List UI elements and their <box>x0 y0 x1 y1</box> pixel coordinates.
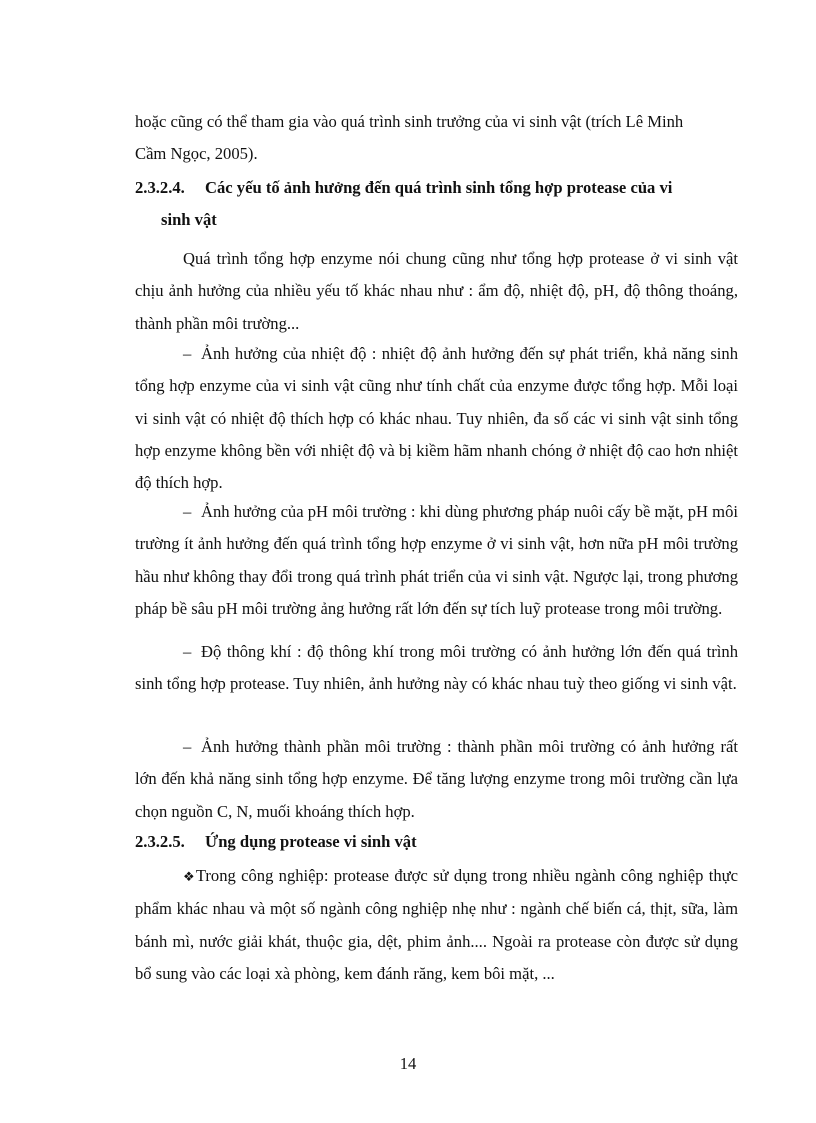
dash-marker: – <box>183 502 192 521</box>
dash-marker: – <box>183 642 192 661</box>
factor-text: Ảnh hưởng của nhiệt độ : nhiệt độ ảnh hưởng đến sự phát triển, khả năng sinh tổng hợp enzyme của vi sinh vật cũng như tính chất của enzyme được tổng hợp. Mỗi loại vi sinh vật có nhiệt độ thích hợp có khác nhau. Tuy nhiên, đa số các vi sinh vật sinh tổng hợp enzyme không bền với nhiệt độ và bị kiềm hãm nhanh chóng ở nhiệt độ cao hơn nhiệt độ thích hợp. <box>135 344 738 493</box>
section-heading-2-3-2-5 <box>135 826 738 858</box>
bullet-text: Trong công nghiệp: protease được sử dụng trong nhiều ngành công nghiệp thực phẩm khác nhau và một số ngành công nghiệp nhẹ như : ngành chế biến cá, thịt, sữa, làm bánh mì, nước giải khát, thuộc gia, dệt, phim ảnh.... Ngoài ra protease còn được sử dụng bổ sung vào các loại xà phòng, kem đánh răng, kem bôi mặt, ... <box>135 866 739 983</box>
factor-text: Độ thông khí : độ thông khí trong môi trường có ảnh hưởng lớn đến quá trình sinh tổng hợp protease. Tuy nhiên, ảnh hưởng này có khác nhau tuỳ theo giống vi sinh vật. <box>135 642 738 694</box>
dash-marker: – <box>183 737 192 756</box>
section-title-line-2: sinh vật <box>161 210 217 229</box>
intro-paragraph <box>135 106 738 171</box>
factor-item-aeration <box>135 636 738 701</box>
intro-line-2: Cầm Ngọc, 2005). <box>135 144 258 164</box>
dash-marker: – <box>183 344 192 363</box>
factor-text: Ảnh hưởng của pH môi trường : khi dùng phương pháp nuôi cấy bề mặt, pH môi trường ít ảnh hưởng đến quá trình tổng hợp enzyme ở vi sinh vật, hơn nữa pH môi trường hầu như không thay đổi trong quá trình phát triển của vi sinh vật. Ngược lại, trong phương pháp bề sâu pH môi trường ảng hưởng rất lớn đến sự tích luỹ protease trong môi trường. <box>135 502 738 618</box>
factor-text: Ảnh hưởng thành phần môi trường : thành phần môi trường có ảnh hưởng rất lớn đến khả năng sinh tổng hợp enzyme. Để tăng lượng enzyme trong môi trường cần lựa chọn nguồn C, N, muối khoáng thích hợp. <box>135 737 738 821</box>
application-bullet-paragraph <box>135 860 738 990</box>
factor-item-temperature <box>135 338 738 499</box>
section-number: 2.3.2.4. <box>135 178 185 197</box>
section-number: 2.3.2.5. <box>135 832 185 851</box>
section-heading-2-3-2-4 <box>135 172 738 236</box>
factor-item-medium <box>135 731 738 828</box>
diamond-bullet-icon: ❖ <box>183 869 196 884</box>
section-title-line-1: Các yếu tố ảnh hưởng đến quá trình sinh tổng hợp protease của vi <box>205 178 673 197</box>
page-number: 14 <box>399 1054 417 1073</box>
factor-item-ph <box>135 496 738 625</box>
section-title: Ứng dụng protease vi sinh vật <box>205 832 417 851</box>
intro-line-1: hoặc cũng có thể tham gia vào quá trình sinh trưởng của vi sinh vật (trích Lê Minh <box>135 112 684 131</box>
section-intro-paragraph: Quá trình tổng hợp enzyme nói chung cũng như tổng hợp protease ở vi sinh vật chịu ảnh hưởng của nhiều yếu tố khác nhau như : ẩm độ, nhiệt độ, pH, độ thông thoáng, thành phần môi trường... <box>135 249 738 333</box>
